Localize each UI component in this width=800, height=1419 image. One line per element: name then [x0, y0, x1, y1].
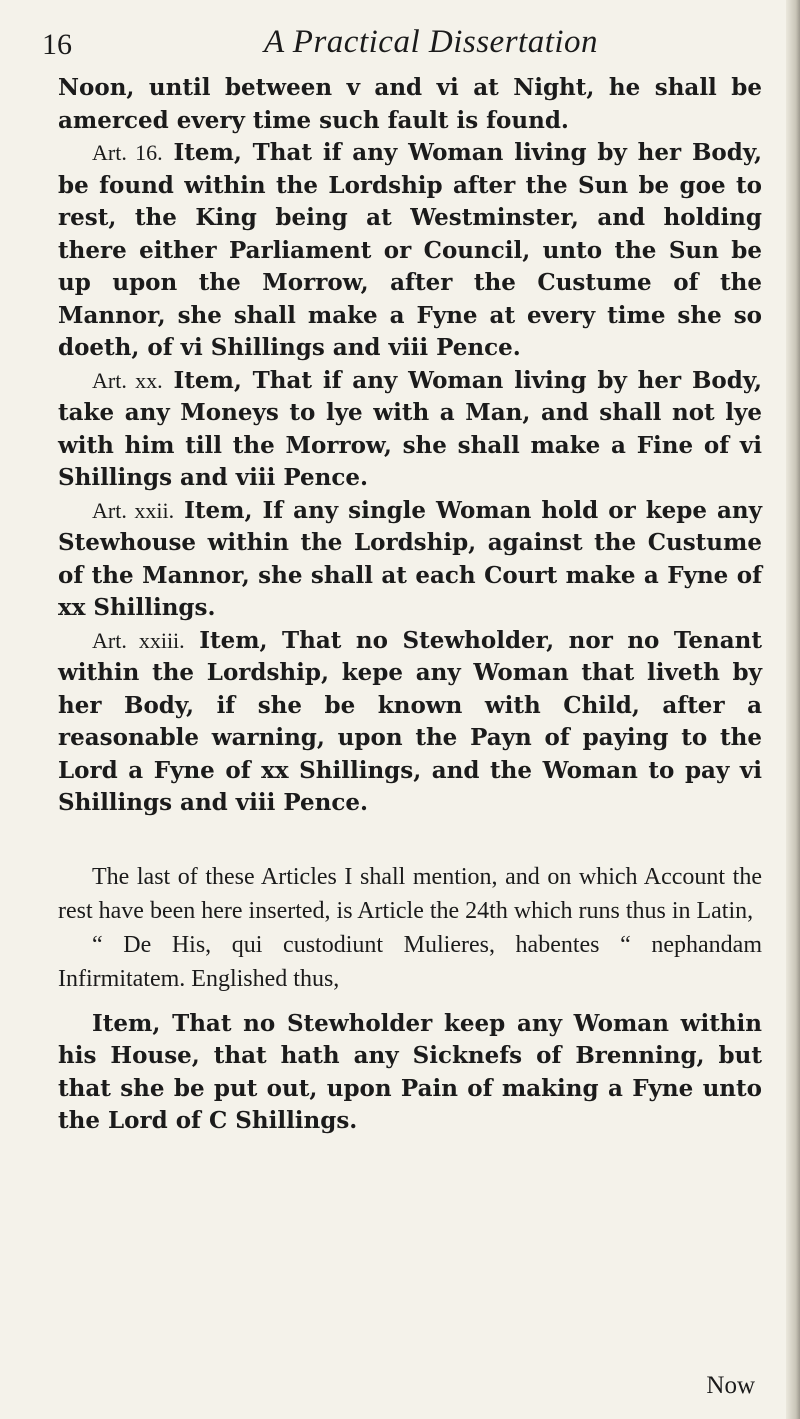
article-20 — [58, 365, 762, 495]
running-title: A Practical Dissertation — [264, 24, 599, 60]
paragraph-continued: Noon, until between v and vi at Night, he shall be amerced every time such fault is found. — [58, 74, 762, 134]
page-edge — [786, 0, 800, 1419]
page-body — [58, 72, 762, 1138]
page-number: 16 — [42, 28, 72, 61]
article-label: Art. xxiii. — [92, 627, 185, 653]
article-text: Item, If any single Woman hold or kepe any Stewhouse within the Lordship, against the Custume of the Mannor, she shall at each Court make a Fyne of xx Shillings. — [58, 496, 763, 621]
article-label: Art. xx. — [92, 367, 163, 393]
article-label: Art. 16. — [92, 140, 163, 165]
article-23 — [58, 625, 762, 820]
commentary-paragraph: The last of these Articles I shall mention, and on which Account the rest have been here inserted, is Article the 24th which runs thus in Latin, — [58, 863, 762, 924]
page-header — [42, 22, 752, 72]
article-16 — [58, 137, 762, 365]
latin-quotation: “ De His, qui custodiunt Mulieres, habentes “ nephandam Infirmitatem. Englished thus, — [58, 931, 762, 992]
article-text: Item, That no Stewholder, nor no Tenant within the Lordship, kepe any Woman that liveth by her Body, if she be known with Child, after a reasonable warning, upon the Payn of paying to the Lord a Fyne of xx Shillings, and the Woman to pay vi Shillings and viii Pence. — [58, 626, 762, 816]
article-24-english: Item, That no Stewholder keep any Woman within his House, that hath any Sicknefs of Brenning, but that she be put out, upon Pain of making a Fyne unto the Lord of C Shillings. — [58, 1009, 762, 1134]
article-text: Item, That if any Woman living by her Body, be found within the Lordship after the Sun be goe to rest, the King being at Westminster, and holding there either Parliament or Council, unto the Sun be up upon the Morrow, after the Custume of the Mannor, she shall make a Fyne at every time she so doeth, of vi Shillings and viii Pence. — [58, 139, 763, 361]
article-22 — [58, 495, 762, 625]
article-text: Item, That if any Woman living by her Body, take any Moneys to lye with a Man, and shall not lye with him till the Morrow, she shall make a Fine of vi Shillings and viii Pence. — [58, 366, 763, 491]
catchword: Now — [706, 1372, 755, 1399]
article-label: Art. xxii. — [92, 497, 175, 523]
